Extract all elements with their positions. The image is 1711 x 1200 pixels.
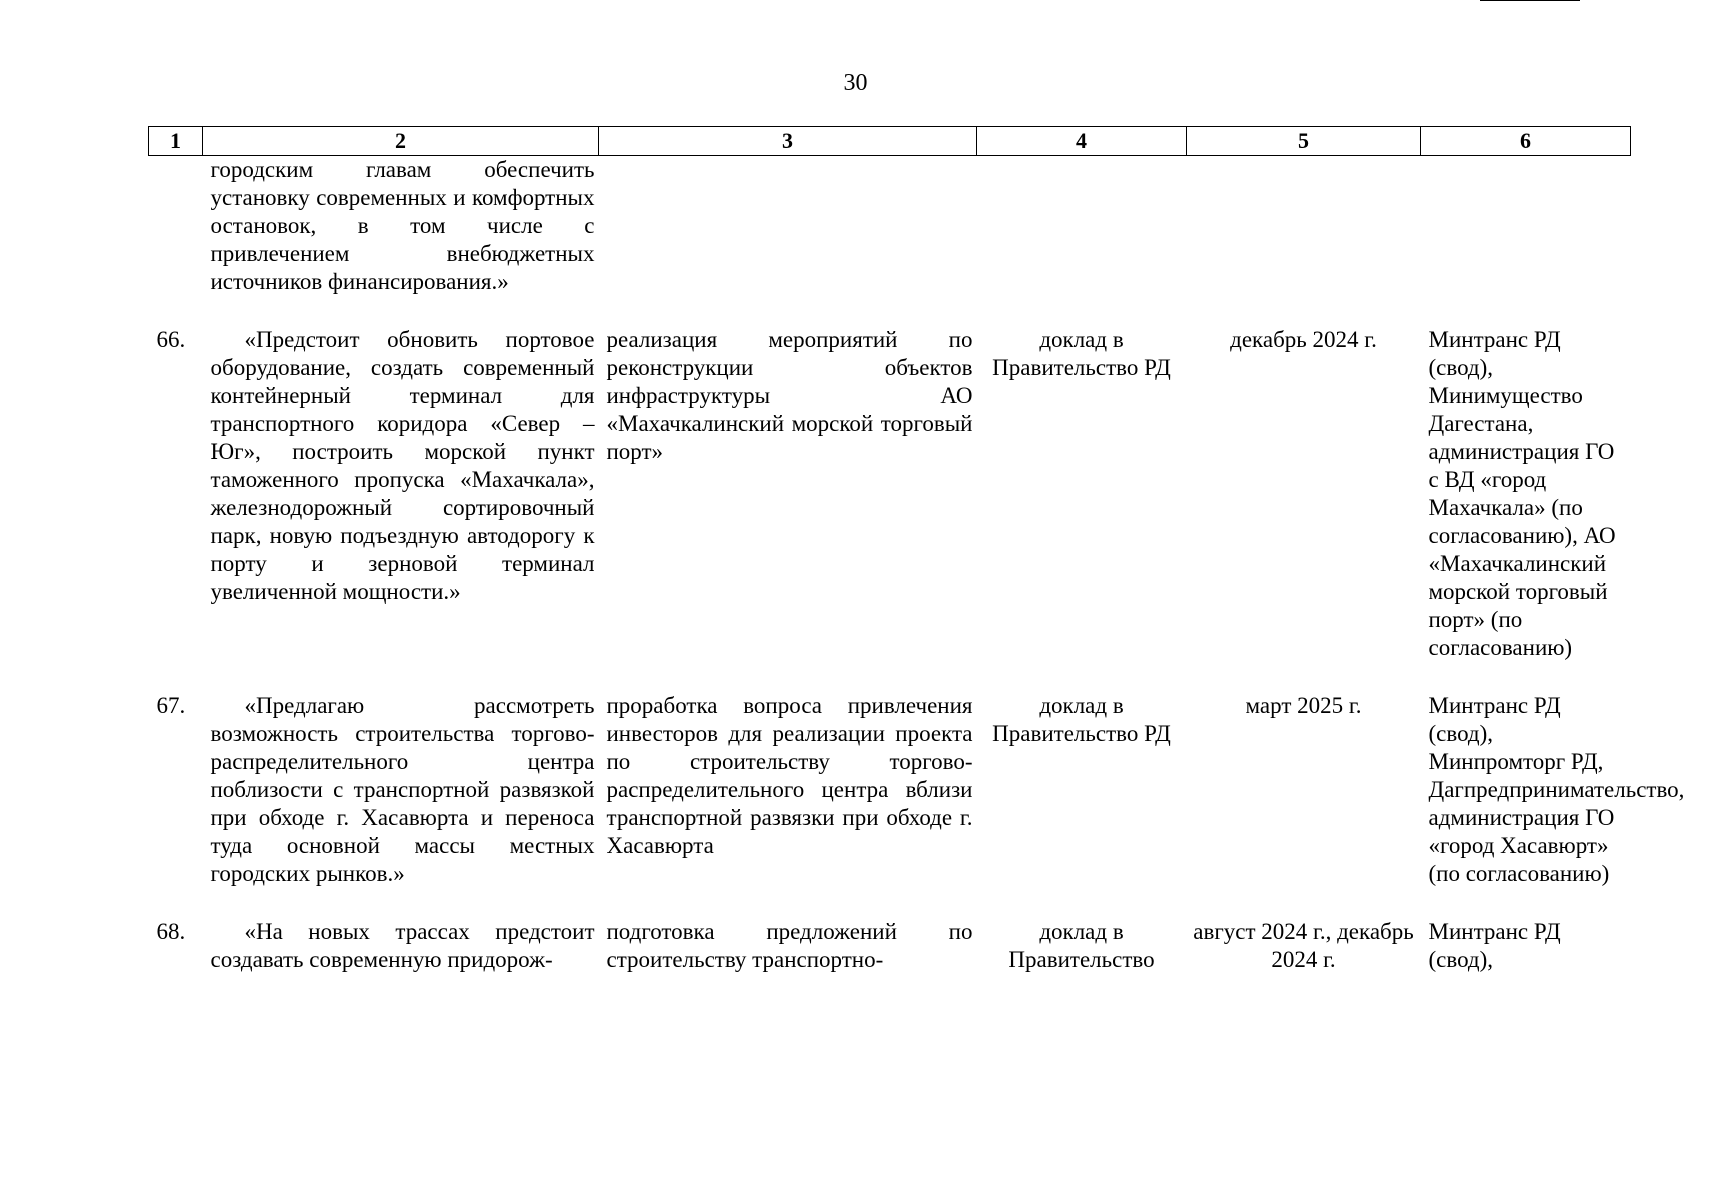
- cell-deadline: декабрь 2024 г.: [1230, 327, 1377, 352]
- table-row: [149, 918, 1631, 974]
- top-rule: [1480, 0, 1580, 1]
- header-col-4: 4: [977, 127, 1187, 156]
- table-row: [149, 326, 1631, 692]
- cell-quote: [203, 918, 599, 974]
- header-col-3: 3: [599, 127, 977, 156]
- page-number: 30: [843, 70, 868, 96]
- cell-measure: проработка вопроса привлечения инвесторов для реализации проекта по строительству торгово-распределительного центра вблизи транспортной развязки при обходе г. Хасавюрта: [606, 693, 973, 858]
- cell-responsible: Минтранс РД (свод),: [1428, 919, 1561, 972]
- quote-text: «На новых трассах предстоит создавать современную придорож-: [210, 919, 595, 972]
- measures-table-wrapper: [148, 126, 1685, 974]
- quote-text: «Предлагаю рассмотреть возможность строительства торгово-распределительного центра поблизости с транспортной развязкой при обходе г. Хасавюрта и переноса туда основной массы местных городских рынков.»: [210, 693, 595, 886]
- cell-quote: городским главам обеспечить установку современных и комфортных остановок, в том числе с привлечением внебюджетных источников финансирования.»: [210, 157, 595, 294]
- table-header-row: [149, 127, 1631, 156]
- table-row-continuation: [149, 156, 1631, 327]
- header-col-6: 6: [1421, 127, 1631, 156]
- cell-num: [149, 156, 203, 327]
- cell-form: [977, 156, 1187, 327]
- header-col-5: 5: [1187, 127, 1421, 156]
- cell-responsible: Минтранс РД (свод), Минпромторг РД, Дагпредпринимательство, администрация ГО «город Хасавюрт» (по согласованию): [1428, 693, 1685, 886]
- quote-text: «Предстоит обновить портовое оборудование, создать современный контейнерный терминал для транспортного коридора «Север – Юг», построить морской пункт таможенного пропуска «Махачкала», железнодорожный сортировочный парк, новую подъездную автодорогу к порту и зерновой терминал увеличенной мощности.»: [210, 327, 595, 604]
- table-row: [149, 692, 1631, 918]
- cell-form: доклад в Правительство РД: [992, 693, 1171, 746]
- cell-responsible: [1421, 156, 1631, 327]
- measures-table: [148, 126, 1685, 974]
- cell-form: доклад в Правительство: [1008, 919, 1155, 972]
- cell-num: 67.: [156, 693, 186, 718]
- cell-num: 68.: [156, 919, 186, 944]
- cell-form: доклад в Правительство РД: [992, 327, 1171, 380]
- cell-measure: подготовка предложений по строительству транспортно-: [606, 919, 973, 972]
- header-col-1: 1: [149, 127, 203, 156]
- cell-responsible: Минтранс РД (свод), Минимущество Дагестана, администрация ГО с ВД «город Махачкала» (по согласованию), АО «Махачкалинский морской торговый порт» (по согласованию): [1428, 327, 1616, 660]
- cell-num: 66.: [156, 327, 186, 352]
- cell-quote: [203, 326, 599, 692]
- cell-deadline: [1187, 156, 1421, 327]
- cell-measure: [599, 156, 977, 327]
- header-col-2: 2: [203, 127, 599, 156]
- cell-deadline: август 2024 г., декабрь 2024 г.: [1193, 919, 1414, 972]
- cell-deadline: март 2025 г.: [1245, 693, 1362, 718]
- cell-quote: [203, 692, 599, 918]
- cell-measure: реализация мероприятий по реконструкции объектов инфраструктуры АО «Махачкалинский морской торговый порт»: [606, 327, 973, 464]
